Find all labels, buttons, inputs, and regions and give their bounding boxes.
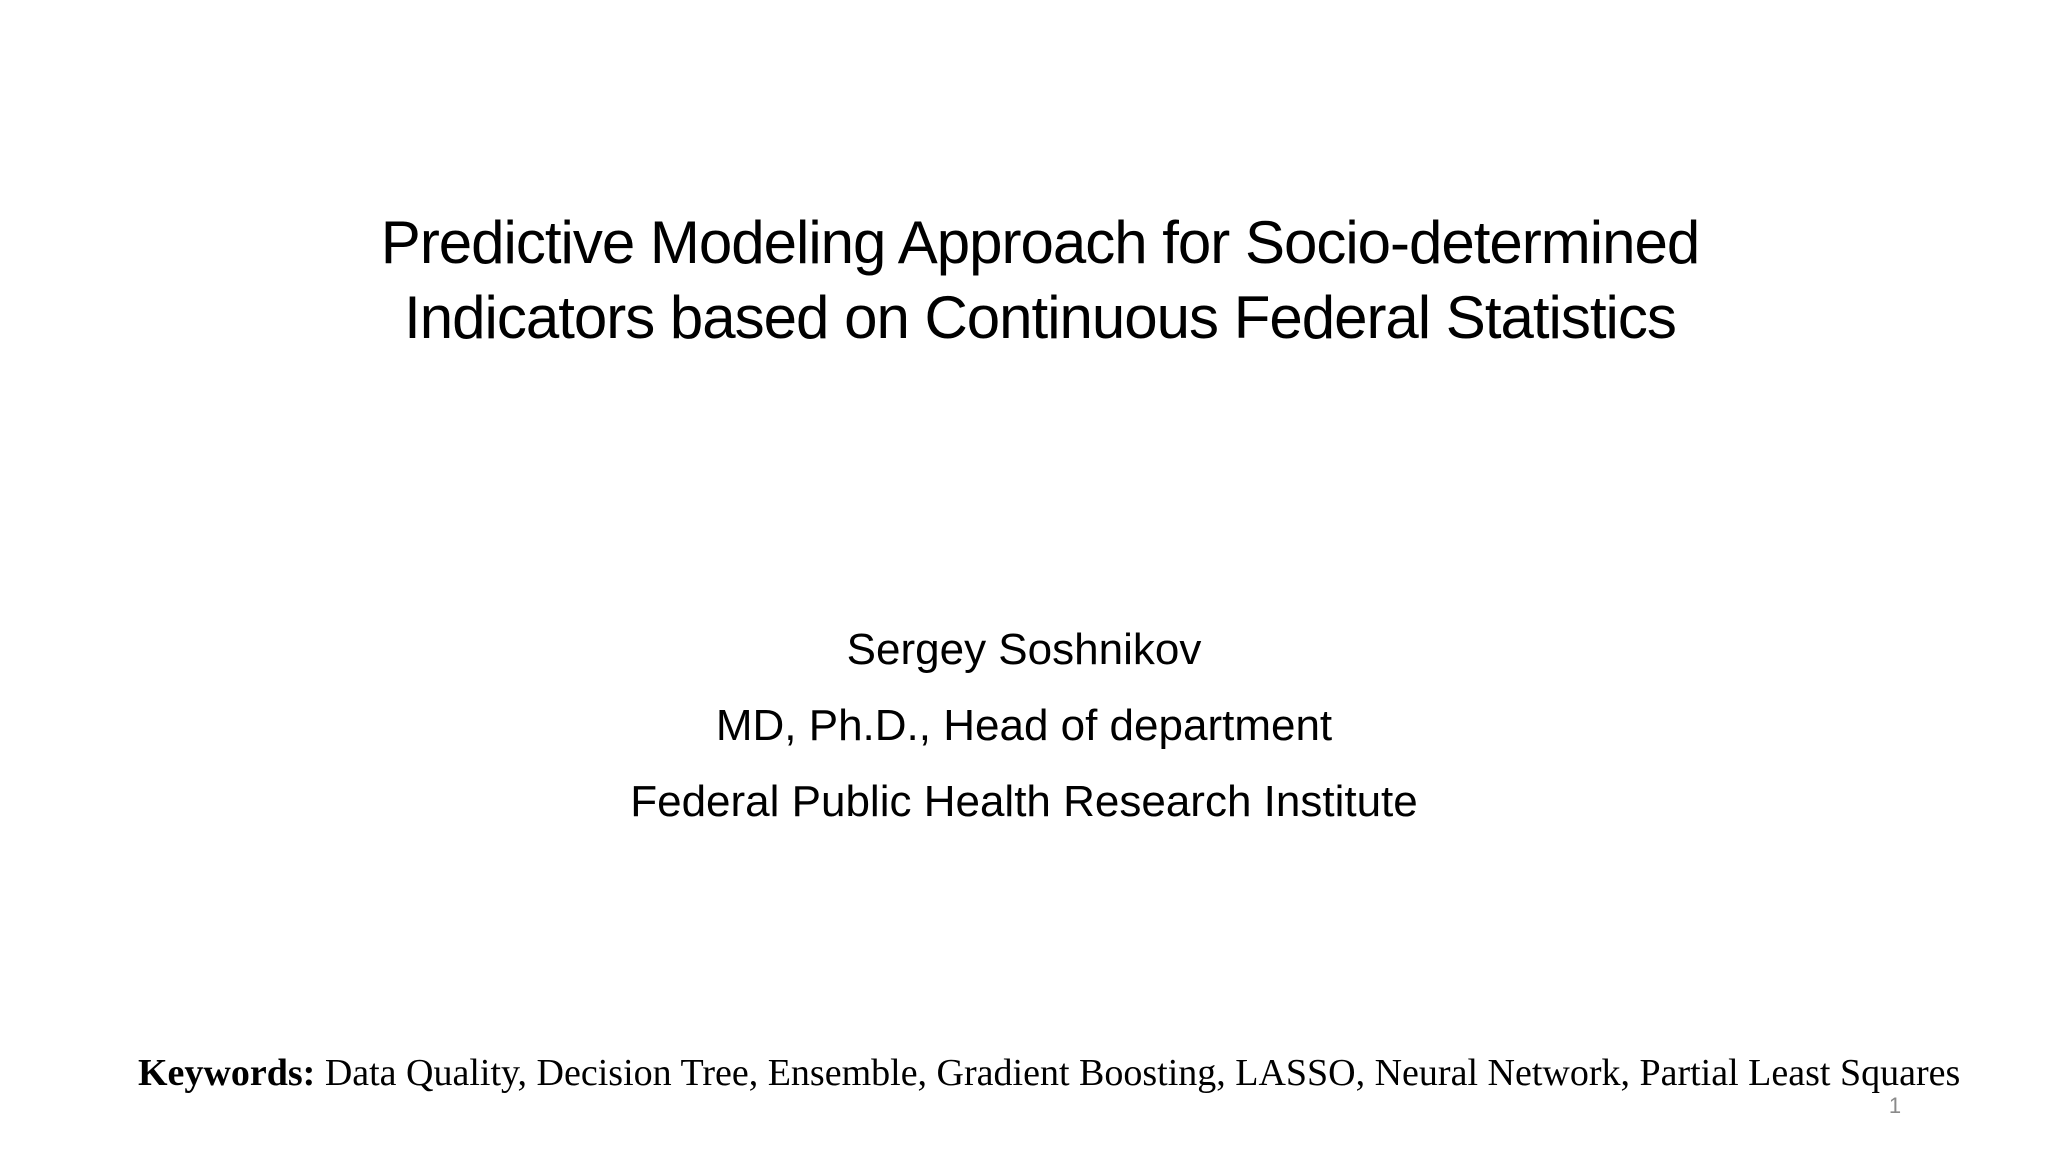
author-block (524, 612, 1524, 840)
slide-number: 1 (1888, 1093, 1902, 1118)
author-institution: Federal Public Health Research Institute (630, 777, 1418, 826)
keywords-label: Keywords: (138, 1052, 316, 1094)
title-line-1: Predictive Modeling Approach for Socio-determined (380, 209, 1700, 276)
author-position: MD, Ph.D., Head of department (715, 701, 1333, 750)
slide-title (240, 205, 1840, 355)
keywords-text: Data Quality, Decision Tree, Ensemble, Gradient Boosting, LASSO, Neural Network, Partial Least Squares (315, 1052, 1961, 1094)
author-name: Sergey Soshnikov (846, 625, 1202, 674)
keywords-line (138, 1050, 2008, 1096)
title-line-2: Indicators based on Continuous Federal Statistics (404, 284, 1676, 351)
